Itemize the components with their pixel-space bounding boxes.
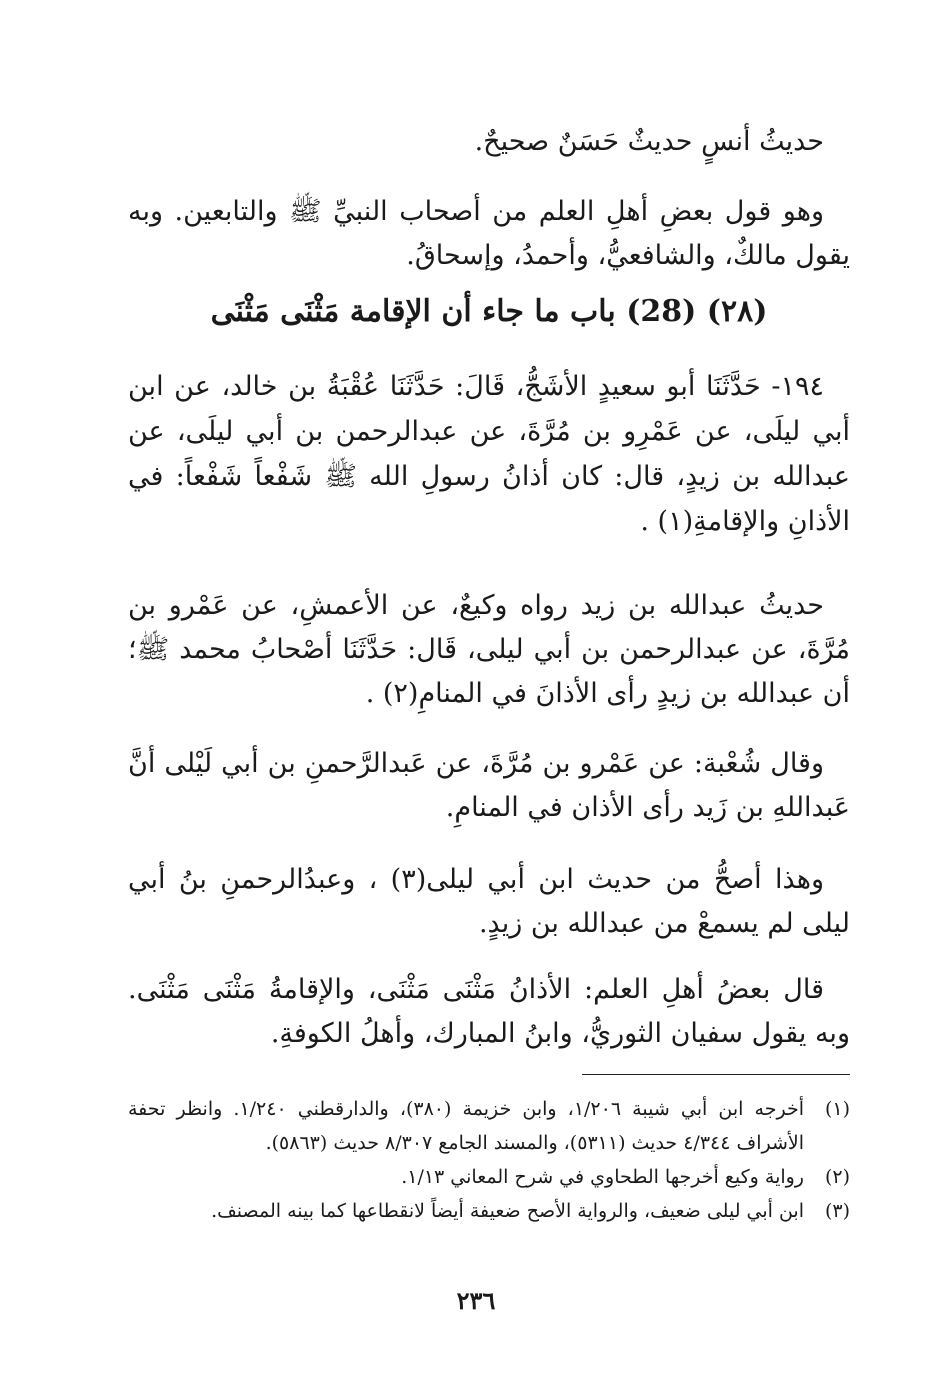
footnote-2 <box>128 1160 850 1194</box>
paragraph-hadith-grade: حديثُ أنسٍ حديثٌ حَسَنٌ صحيحٌ. <box>474 126 824 157</box>
commentary-paragraph-3: وهذا أصحُّ من حديث ابن أبي ليلى(٣) ، وعبدُالرحمنِ بنُ أبي ليلى لم يسمعْ من عبدالله بن زيدٍ. <box>128 864 850 939</box>
paragraph-scholars-opinion: وهو قول بعضِ أهلِ العلم من أصحاب النبيِّ ﷺ والتابعين. وبه يقول مالكٌ، والشافعيُّ، وأحمدُ، وإسحاقُ. <box>128 196 850 271</box>
footnote-separator <box>582 1074 850 1075</box>
footnote-3 <box>128 1194 850 1228</box>
commentary-paragraph-2: وقال شُعْبة: عن عَمْرو بن مُرَّةَ، عن عَبدالرَّحمنِ بن أبي لَيْلى أنَّ عَبداللهِ بن زَيد رأى الأذان في المنامِ. <box>128 748 850 823</box>
footnote-1 <box>128 1092 850 1160</box>
commentary-paragraph-4: قال بعضُ أهلِ العلم: الأذانُ مَثْنَى مَثْنَى، والإقامةُ مَثْنَى مَثْنَى. وبه يقول سفيان الثوريُّ، وابنُ المبارك، وأهلُ الكوفةِ. <box>128 974 850 1049</box>
footnote-text: ابن أبي ليلى ضعيف، والرواية الأصح ضعيفة أيضاً لانقطاعها كما بينه المصنف. <box>211 1200 804 1222</box>
footnote-text: رواية وكيع أخرجها الطحاوي في شرح المعاني ١/١٣. <box>401 1166 804 1188</box>
page-number: ٢٣٦ <box>456 1286 496 1315</box>
commentary-paragraph-1: حديثُ عبدالله بن زيد رواه وكيعٌ، عن الأعمشِ، عن عَمْرو بن مُرَّةَ، عن عبدالرحمن بن أبي ليلى، قَال: حَدَّثَنَا أصْحابُ محمد ﷺ؛ أن عبدالله بن زيدٍ رأى الأذانَ في المنامِ(٢) . <box>128 590 850 709</box>
footnotes <box>128 1092 850 1228</box>
chapter-heading: (٢٨) (28) باب ما جاء أن الإقامة مَثْنَى مَثْنَى <box>210 294 768 329</box>
footnote-text: أخرجه ابن أبي شيبة ١/٢٠٦، وابن خزيمة (٣٨٠)، والدارقطني ١/٢٤٠. وانظر تحفة الأشراف ٤/٣٤٤ حديث (٥٣١١)، والمسند الجامع ٨/٣٠٧ حديث (٥٨٦٣). <box>128 1098 804 1154</box>
footnote-number: (١) <box>824 1098 850 1120</box>
footnote-number: (٢) <box>824 1166 850 1188</box>
footnote-number: (٣) <box>824 1200 850 1222</box>
hadith-text: ١٩٤- حَدَّثَنَا أبو سعيدٍ الأشَجُّ، قَالَ: حَدَّثَنَا عُقْبَةُ بن خالد، عن ابن أبي ليلَى، عن عَمْرِو بن مُرَّةَ، عن عبدالرحمن بن أبي ليلَى، عن عبدالله بن زيدٍ، قال: كان أذانُ رسولِ الله ﷺ شَفْعاً شَفْعاً: في الأذانِ والإقامةِ(١) . <box>128 371 850 537</box>
